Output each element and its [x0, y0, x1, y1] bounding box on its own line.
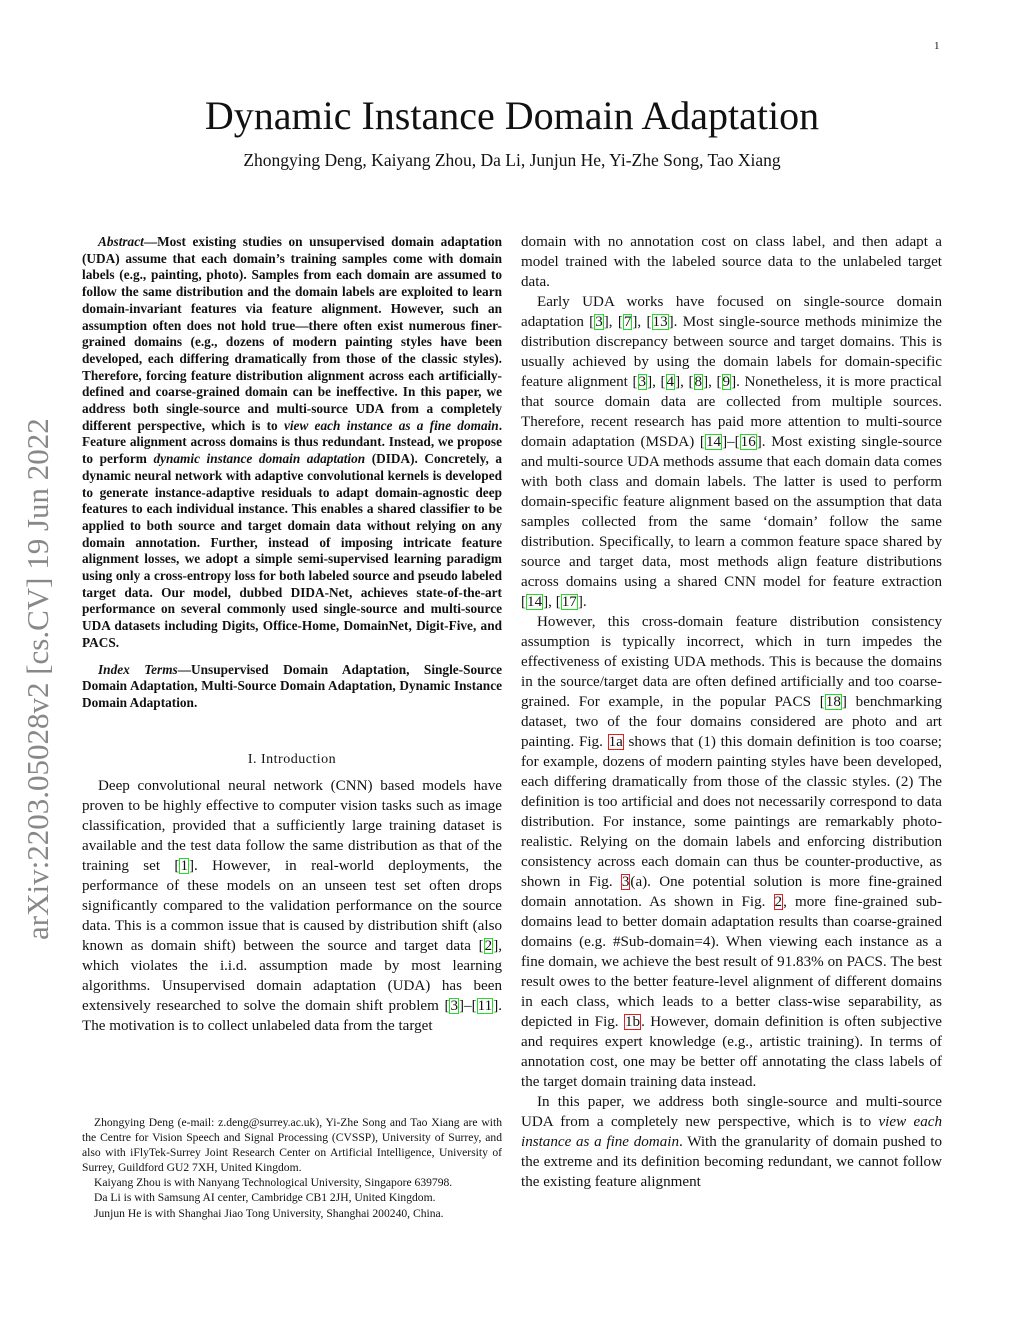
footnote: Zhongying Deng (e-mail: z.deng@surrey.ac.uk), Yi-Zhe Song and Tao Xiang are with the Centre for Vision Speech and Signal Processing (CVSSP), University of Surrey, and also with iFlyTek-Surrey Joint Research Center on Artificial Intelligence, University of Surrey, Guildford GU2 7XH, United Kingdom. — [82, 1116, 502, 1175]
arxiv-identifier: arXiv:2203.05028v2 [cs.CV] 19 Jun 2022 — [20, 418, 55, 940]
index-terms — [82, 662, 502, 712]
citation-link[interactable]: 4 — [666, 374, 675, 390]
citation-link[interactable]: 16 — [740, 434, 756, 450]
citation-link[interactable]: 3 — [595, 314, 603, 330]
abstract — [82, 234, 502, 652]
body-paragraph: However, this cross-domain feature distribution consistency assumption is typically incorrect, which in turn impedes the effectiveness of existing UDA methods. This is because the domains in the source/target data are often defined artificially and too coarse-grained. For example, in the popular PACS [18] benchmarking dataset, two of the four domains considered are photo and art painting. Fig. 1a shows that (1) this domain definition is too coarse; for example, dozens of modern painting styles have been developed, each differing dramatically from those of the classic styles. (2) The definition is too artificial and does not necessarily correspond to data distribution. For instance, some paintings are remarkably photo-realistic. Relying on the domain labels and enforcing distribution consistency across each domain can thus be counter-productive, as shown in Fig. 3(a). One potential solution is more fine-grained domain annotation. As shown in Fig. 2, more fine-grained sub-domains lead to better domain adaptation results than coarse-grained domains (e.g. #Sub-domain=4). When viewing each instance as a fine domain, we achieve the best result of 91.83% on PACS. The best result owes to the better feature-level alignment of different domains in each class, which leads to a better class-wise separability, as depicted in Fig. 1b. However, domain definition is often subjective and requires expert knowledge (e.g., artistic training). In terms of annotation cost, one may be better off annotating the class labels of the target domain training data instead. — [521, 614, 943, 1090]
index-terms-text: —Unsupervised Domain Adaptation, Single-Source Domain Adaptation, Multi-Source Domain Adaptation, Dynamic Instance Domain Adaptation. — [82, 661, 502, 710]
index-terms-label: Index Terms — [98, 661, 178, 677]
body-paragraph: domain with no annotation cost on class label, and then adapt a model trained with the labeled source data to the unlabeled target data. — [521, 234, 942, 290]
emphasis-text: view each instance as a fine domain — [283, 417, 499, 433]
figure-link[interactable]: 1a — [608, 734, 623, 750]
paper-title: Dynamic Instance Domain Adaptation — [204, 93, 820, 138]
figure-link[interactable]: 3 — [621, 874, 630, 890]
right-column — [521, 232, 942, 1192]
author-list: Zhongying Deng, Kaiyang Zhou, Da Li, Junjun He, Yi-Zhe Song, Tao Xiang — [243, 150, 781, 170]
abstract-body: —Most existing studies on unsupervised domain adaptation (UDA) assume that each domain’s training samples come with domain labels (e.g., painting, photo). Samples from each domain are assumed to follow the same distribution and the domain labels are exploited to learn domain-invariant features via feature alignment. However, such an assumption often does not hold true—there often exist numerous finer-grained domains (e.g., dozens of modern painting styles have been developed, each differing dramatically from those of the classic styles). Therefore, forcing feature distribution alignment across each artificially-defined and coarse-grained domain can be ineffective. In this paper, we address both single-source and multi-source UDA from a completely different perspective, which is to view each instance as a fine domain. Feature alignment across domains is thus redundant. Instead, we propose to perform dynamic instance domain adaptation (DIDA). Concretely, a dynamic neural network with adaptive convolutional kernels is developed to generate instance-adaptive residuals to adapt domain-agnostic deep features to each individual instance. This enables a shared classifier to be applied to both source and target domain data without relying on any domain annotation. Further, instead of imposing intricate feature alignment losses, we adopt a simple semi-supervised learning paradigm using only a cross-entropy loss for both labeled source and pseudo labeled target data. Our model, dubbed DIDA-Net, achieves state-of-the-art performance on several commonly used single-source and multi-source UDA datasets including Digits, Office-Home, DomainNet, Digit-Five, and PACS. — [82, 234, 503, 650]
page-number: 1 — [934, 40, 940, 52]
body-paragraph: In this paper, we address both single-source and multi-source UDA from a completely new perspective, which is to view each instance as a fine domain. With the granularity of domain pushed to the extreme and its definition becoming redundant, we cannot follow the existing feature alignment — [521, 1094, 943, 1190]
citation-link[interactable]: 9 — [722, 374, 731, 390]
citation-link[interactable]: 14 — [527, 594, 543, 610]
citation-link[interactable]: 7 — [623, 314, 632, 330]
citation-link[interactable]: 3 — [450, 997, 459, 1014]
citation-link[interactable]: 1 — [180, 857, 188, 874]
figure-link[interactable]: 2 — [774, 894, 783, 910]
body-paragraph: Deep convolutional neural network (CNN) based models have proven to be highly effective to computer vision tasks such as image classification, provided that a sufficiently large training dataset is available and the test data follow the same distribution as that of the training set [1]. However, in real-world deployments, the performance of these models on an unseen test set often drops significantly compared to the validation performance on the source data. This is a common issue that is caused by distribution shift (also known as domain shift) between the source and target data [2], which violates the i.i.d. assumption made by most learning algorithms. Unsupervised domain adaptation (UDA) has been extensively researched to solve the domain shift problem [3]–[11]. The motivation is to collect unlabeled data from the target — [82, 777, 502, 1034]
left-column — [82, 234, 502, 1036]
emphasis-text: dynamic instance domain adaptation — [153, 451, 366, 467]
footnote: Da Li is with Samsung AI center, Cambridge CB1 2JH, United Kingdom. — [94, 1191, 436, 1205]
citation-link[interactable]: 2 — [484, 937, 493, 954]
citation-link[interactable]: 3 — [638, 374, 647, 390]
footnotes — [82, 1115, 502, 1221]
citation-link[interactable]: 11 — [477, 997, 493, 1014]
section-heading: I. Introduction — [247, 751, 337, 767]
figure-link[interactable]: 1b — [624, 1014, 641, 1030]
emphasis-text: view each instance as a fine domain — [521, 1114, 942, 1150]
footnote: Junjun He is with Shanghai Jiao Tong University, Shanghai 200240, China. — [94, 1206, 444, 1220]
citation-link[interactable]: 17 — [561, 594, 577, 610]
citation-link[interactable]: 14 — [705, 434, 722, 450]
intro-right-paragraphs — [521, 232, 942, 1192]
citation-link[interactable]: 8 — [694, 374, 703, 390]
abstract-label: Abstract — [98, 234, 144, 249]
footnote: Kaiyang Zhou is with Nanyang Technological University, Singapore 639798. — [94, 1176, 453, 1190]
intro-left-paragraphs — [82, 776, 502, 1036]
body-paragraph: Early UDA works have focused on single-source domain adaptation [3], [7], [13]. Most single-source methods minimize the distribution discrepancy between source and target domains. This is usually achieved by using the domain labels for domain-specific feature alignment [3], [4], [8], [9]. Nonetheless, it is more practical that source domain data are collected from multiple sources. Therefore, recent research has paid more attention to multi-source domain adaptation (MSDA) [14]–[16]. Most existing single-source and multi-source UDA methods assume that each domain data comes with both class and domain labels. The latter is used to perform domain-specific feature alignment based on the assumption that data samples collected from the same ‘domain’ follow the same distribution. Specifically, to learn a common feature space shared by source and target data, most methods align feature distributions across domains using a shared CNN model for feature extraction [14], [17]. — [521, 294, 942, 610]
citation-link[interactable]: 13 — [652, 314, 668, 330]
citation-link[interactable]: 18 — [825, 694, 841, 710]
